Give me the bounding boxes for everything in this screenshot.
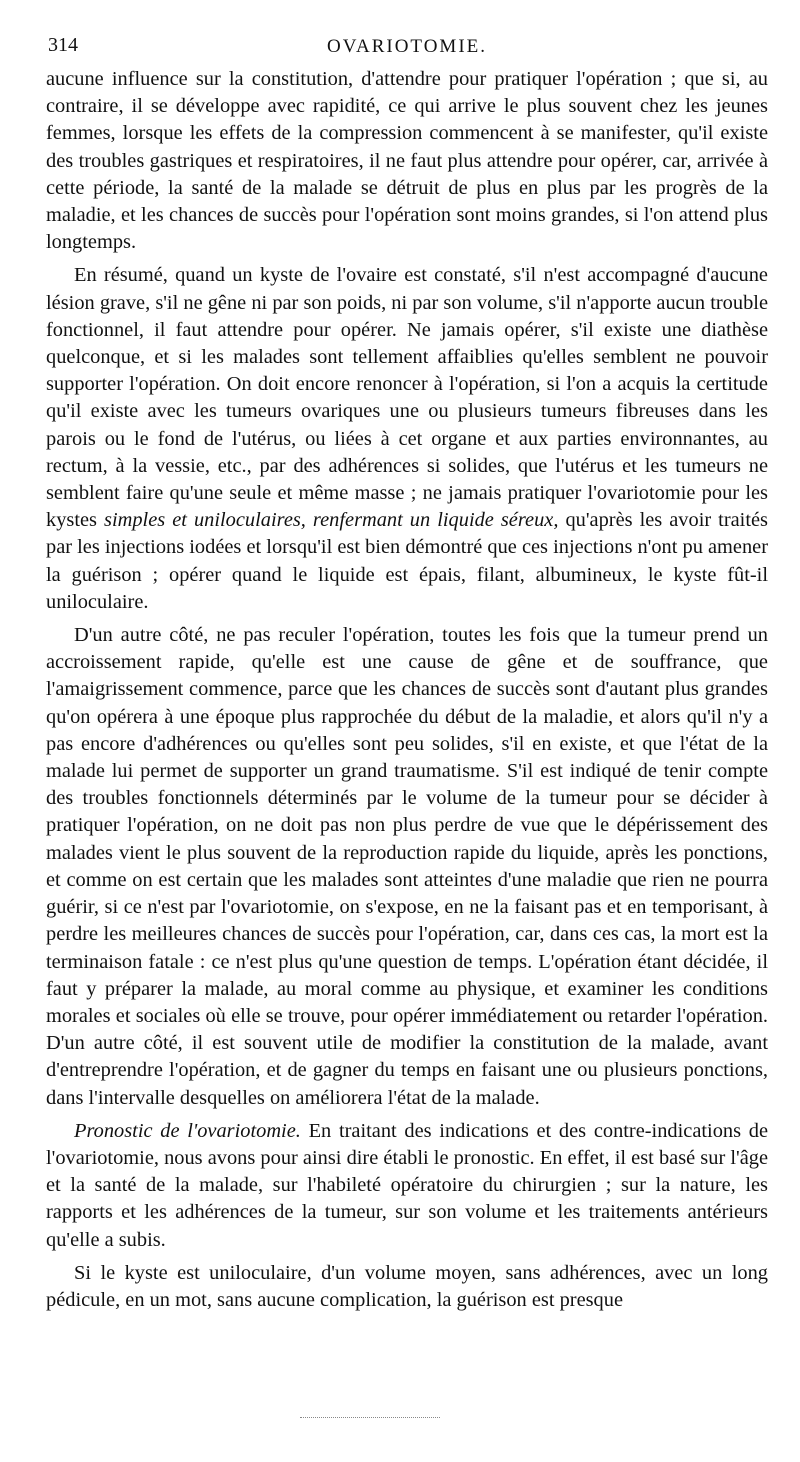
book-page xyxy=(46,30,768,1314)
running-title: OVARIOTOMIE. xyxy=(327,36,487,57)
paragraph-kyste: Si le kyste est uniloculaire, d'un volume moyen, sans adhérences, avec un long pédicule, en un mot, sans aucune complication, la guérison est presque xyxy=(46,1261,768,1311)
body-text xyxy=(46,66,768,1314)
paragraph-autre-cote: D'un autre côté, ne pas reculer l'opération, toutes les fois que la tumeur prend un accroissement rapide, qu'elle est une cause de gêne et de souffrance, que l'amaigrissement commence, parce que les chances de succès sont d'autant plus grandes qu'on opérera à une époque plus rapprochée du début de la maladie, et alors qu'il n'y a pas encore d'adhérences ou qu'elles sont peu solides, s'il en existe, et que l'état de la malade lui permet de supporter un grand traumatisme. S'il est indiqué de tenir compte des troubles fonctionnels déterminés par le volume de la tumeur pour se décider à pratiquer l'opération, on ne doit pas non plus perdre de vue que le dépérissement des malades vient le plus souvent de la reproduction rapide du liquide, après les ponctions, et comme on est certain que les malades sont atteintes d'une maladie que rien ne pourra guérir, si ce n'est par l'ovariotomie, on s'expose, en ne la faisant pas et en temporisant, à perdre les meilleures chances de succès pour l'opération, car, dans ces cas, la mort est la terminaison fatale : ce n'est plus qu'une question de temps. L'opération étant décidée, il faut y préparer la malade, au moral comme au physique, et examiner les conditions morales et sociales où elle se trouve, pour opérer immédiatement ou retarder l'opération. D'un autre côté, il est souvent utile de modifier la constitution de la malade, avant d'entreprendre l'opération, et de gagner du temps en faisant une ou plusieurs ponctions, dans l'intervalle desquelles on améliorera l'état de la malade. xyxy=(46,624,768,1109)
page-header xyxy=(46,30,768,60)
page-number: 314 xyxy=(48,34,78,56)
section-heading-pronostic: Pronostic de l'ovariotomie. xyxy=(74,1119,301,1142)
resume-text: En résumé, quand un kyste de l'ovaire est constaté, s'il n'est accompagné d'aucune lésion grave, s'il ne gêne ni par son poids, ni par son volume, s'il n'apporte aucun trouble fonctionnel, il faut attendre pour opérer. Ne jamais opérer, s'il existe une diathèse quelconque, et si les malades sont tellement affaiblies qu'elles semblent ne pouvoir supporter l'opération. On doit encore renoncer à l'opération, si l'on a acquis la certitude qu'il existe avec les tumeurs ovariques une ou plusieurs tumeurs fibreuses dans les parois ou le fond de l'utérus, ou liées à cet organe et aux parties environnantes, au rectum, à la vessie, etc., par des adhérences si solides, que l'utérus et les tumeurs ne semblent faire qu'une seule et même masse ; ne jamais pratiquer l'ovariotomie pour les kystes xyxy=(46,264,768,532)
paragraph-pronostic xyxy=(46,1118,768,1254)
pronostic-text: En traitant des indications et des contre-indications de l'ovariotomie, nous avons pour ainsi dire établi le pronostic. En effet, il est basé sur l'âge et la santé de la malade, sur l'habileté opératoire du chirurgien ; sur la nature, les rapports et les adhérences de la tumeur, sur son volume et les traitements antérieurs qu'elle a subis. xyxy=(46,1119,768,1251)
italic-cyst-type: simples et uniloculaires, renfermant un liquide séreux, xyxy=(104,509,559,532)
footer-rule xyxy=(300,1417,440,1421)
resume-text-end: qu'après les avoir traités par les injections iodées et lorsqu'il est bien démontré que ces injections n'ont pu amener la guérison ; opérer quand le liquide est épais, filant, albumineux, le kyste fût-il uniloculaire. xyxy=(46,509,768,613)
paragraph-resume xyxy=(46,262,768,616)
paragraph-continuation: aucune influence sur la constitution, d'attendre pour pratiquer l'opération ; que si, au contraire, il se développe avec rapidité, ce qui arrive le plus souvent chez les jeunes femmes, lorsque les effets de la compression commencent à se manifester, qu'il existe des troubles gastriques et respiratoires, il ne faut plus attendre pour opérer, car, arrivée à cette période, la santé de la malade se détruit de plus en plus par les progrès de la maladie, et les chances de succès pour l'opération sont moins grandes, si l'on attend plus longtemps. xyxy=(46,68,768,254)
